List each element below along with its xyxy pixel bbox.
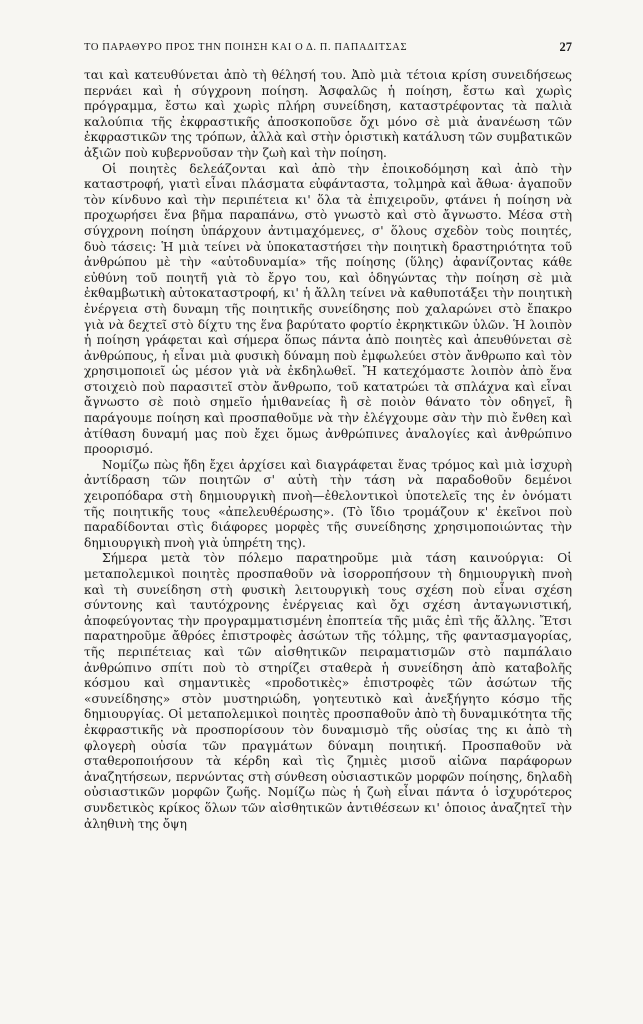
paragraph: Νομίζω πὼς ἤδη ἔχει ἀρχίσει καὶ διαγράφεται ἕνας τρόμος καὶ μιὰ ἰσχυρὴ ἀντίδραση τῶν ποιητῶν σ' αὐτὴ τὴν τάση νὰ παραδοθοῦν δεμένοι χειροπόδαρα στὴ δημιουργικὴ πνοὴ—ἐθελοντικοὶ ὑποτελεῖς της ἐν ὀνόματι τῆς ποιητικῆς τους «ἀπελευθέρωσης». (Τὸ ἴδιο τρομάζουν κ' ἐκεῖνοι ποὺ παραδίδονται στὶς διάφορες μορφὲς τῆς συνείδησης χρησιμοποιώντας τὴν δημιουργικὴ πνοὴ γιὰ ὑπηρέτη της).: [84, 457, 572, 550]
paragraph: Οἱ ποιητὲς δελεάζονται καὶ ἀπὸ τὴν ἐποικοδόμηση καὶ ἀπὸ τὴν καταστροφή, γιατὶ εἶναι πλάσματα εὐφάνταστα, τολμηρὰ καὶ ἄθωα· ἀγαποῦν τὸν κίνδυνο καὶ τὴν περιπέτεια κι' ὅλα τὰ ἐπιχειροῦν, φτάνει ἡ ποίηση νὰ προχωρήσει ἕνα βῆμα παραπάνω, στὸ γνωστὸ καὶ στὸ ἄγνωστο. Μέσα στὴ σύγχρονη ποίηση ὑπάρχουν ἀντιμαχόμενες, σ' ὅλους σχεδὸν τοὺς ποιητές, δυὸ τάσεις: Ἡ μιὰ τείνει νὰ ὑποκαταστήσει τὴν ποιητικὴ δραστηριότητα τοῦ ἀνθρώπου μὲ τὴν «αὐτοδυναμία» τῆς ποίησης (ὕλης) ἀφανίζοντας κάθε εὐθύνη τοῦ ποιητῆ γιὰ τὸ ἔργο του, καὶ ὁδηγώντας τὴν ποίηση σὲ μιὰ ἐκθαμβωτικὴ αὐτοκαταστροφή, κι' ἡ ἄλλη τείνει νὰ καθυποτάξει τὴν ποιητικὴ ἐνέργεια στὴ δυναμη τῆς ποιητικῆς συνείδησης ποὺ χαλαρώνει στὸ ἔπακρο γιὰ νὰ δεχτεῖ στὸ δίχτυ της ἕνα βαρύτατο φορτίο ἐκρηκτικῶν ὑλῶν. Ἡ λοιπὸν ἡ ποίηση γράφεται καὶ σήμερα ὅπως πάντα ἀπὸ ποιητὲς καὶ ἀπευθύνεται σὲ ἀνθρώπους, ἡ εἶναι μιὰ φυσικὴ δύναμη ποὺ ἐμφωλεύει στὸν ἄνθρωπο καὶ τὸν χρησιμοποιεῖ ὡς μέσον γιὰ νὰ ἐκδηλωθεῖ. Ἤ κατεχόμαστε λοιπὸν ἀπὸ ἕνα στοιχειὸ ποὺ παρασιτεῖ στὸν ἄνθρωπο, τοῦ κατατρώει τὰ σπλάχνα καὶ εἶναι ἄγνωστο σὲ ποιὸ σημεῖο ἡμιθανείας ἢ σὲ ποιὸν θάνατο τὸν οδηγεῖ, ἢ παράγουμε ποίηση καὶ προσπαθοῦμε νὰ τὴν ἐλέγχουμε σὰν τὴν πιὸ ἔνθεη καὶ ἀτίθαση δυναμή μας ποὺ ἔχει ὅμως ἀνθρώπινες ἀναλογίες καὶ ἀνθρώπινο προορισμό.: [84, 161, 572, 457]
book-page: [84, 36, 572, 832]
running-header: [84, 36, 572, 58]
body-text: [84, 68, 572, 832]
page-number: 27: [559, 40, 572, 54]
paragraph-continued: ται καὶ κατευθύνεται ἀπὸ τὴ θέλησή του. Ἀπὸ μιὰ τέτοια κρίση συνειδήσεως περνάει καὶ ἡ σύγχρονη ποίηση. Ἀσφαλῶς ἡ ποίηση, ἔστω καὶ χωρὶς πρόγραμμα, ἔστω καὶ χωρὶς πλήρη συνείδηση, καταστρέφοντας τὰ παλιὰ καλούπια τῆς ἐκφραστικῆς ἀποσκοποῦσε ὄχι μόνο σὲ μιὰ ἀνανέωση τῶν ἐκφραστικῶν της τρόπων, ἀλλὰ καὶ στὴν ὁριστικὴ κατάλυση τῶν συμβατικῶν ἀξιῶν ποὺ κυβερνοῦσαν τὴν ζωὴ καὶ τὴν ποίηση.: [84, 68, 572, 160]
paragraph: Σήμερα μετὰ τὸν πόλεμο παρατηροῦμε μιὰ τάση καινούργια: Οἱ μεταπολεμικοὶ ποιητὲς προσπαθοῦν νὰ ἰσορροπήσουν τὴ δημιουργικὴ πνοὴ καὶ τὴ συνείδηση στὴ φυσικὴ λειτουργικὴ τους σχέση ποὺ εἶναι σχέση σύντονης καὶ ταυτόχρονης ἐνέργειας καὶ ὄχι σχέση ἀνταγωνιστική, ἀποφεύγοντας τὴν προγραμματισμένη ἐποπτεία τῆς μιᾶς ἐπὶ τῆς ἄλλης. Ἔτσι παρατηροῦμε ἄθρόες ἐπιστροφὲς ἀσώτων τῆς τόλμης, τῆς φαντασμαγορίας, τῆς περιπέτειας καὶ τῶν αἰσθητικῶν πειραματισμῶν στὸ παμπάλαιο ἀνθρώπινο σπίτι ποὺ τὸ στηρίζει σταθερὰ ἡ συνείδηση ἀπὸ καταβολῆς κόσμου καὶ σημαντικὲς «προδοτικὲς» ἐπιστροφὲς τῶν ἀσώτων τῆς «συνείδησης» στὸν μυστηριώδη, γοητευτικὸ καὶ ἀνεξήγητο κόσμο τῆς δημιουργίας. Οἱ μεταπολεμικοὶ ποιητὲς προσπαθοῦν ἀπὸ τὴ δυναμικότητα τῆς ἐκφραστικῆς νὰ προσπορίσουν τὸν δυναμισμὸ τῆς οὐσίας της κι ἀπὸ τὴ φλογερὴ οὐσία τῶν πραγμάτων δύναμη ποιητική. Προσπαθοῦν νὰ σταθεροποιήσουν τὰ κέρδη καὶ τὶς ζημιὲς μισοῦ αἰῶνα παράφορων ἀναζητήσεων, περνώντας στὴ σύνθεση οὐσιαστικῶν μορφῶν ποίησης, δηλαδὴ οὐσιαστικῶν μορφῶν ζωῆς. Νομίζω πὼς ἡ ζωὴ εἶναι πάντα ὁ ἰσχυρότερος συνδετικὸς κρίκος ὅλων τῶν αἰσθητικῶν ἀντιθέσεων κι' ὁποιος ἀναζητεῖ τὴν ἀληθινὴ της ὄψη: [84, 551, 572, 831]
running-title: ΤΟ ΠΑΡΑΘΥΡΟ ΠΡΟΣ ΤΗΝ ΠΟΙΗΣΗ ΚΑΙ Ο Δ. Π. ΠΑΠΑΔΙΤΣΑΣ: [84, 42, 408, 53]
